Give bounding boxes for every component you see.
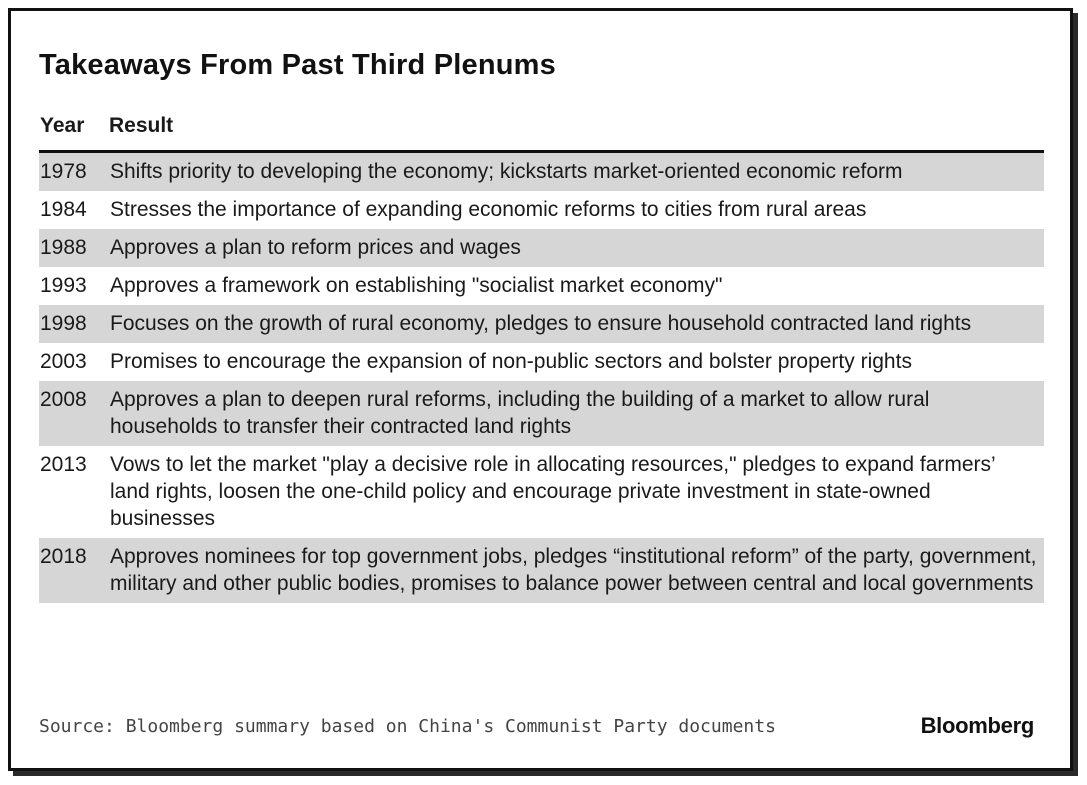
table-row (39, 538, 1044, 603)
row-year: 1984 (40, 198, 87, 221)
row-result: Promises to encourage the expansion of non-public sectors and bolster property rights (110, 350, 912, 373)
table-row (39, 191, 1044, 229)
table-row (39, 153, 1044, 191)
row-result: Focuses on the growth of rural economy, pledges to ensure household contracted land rights (110, 312, 972, 335)
row-result: Approves a plan to reform prices and wages (110, 236, 521, 259)
source-note: Source: Bloomberg summary based on China's Communist Party documents (39, 716, 776, 737)
row-year: 2008 (40, 388, 87, 411)
table-row (39, 305, 1044, 343)
table-row (39, 229, 1044, 267)
row-year: 2003 (40, 350, 87, 373)
table-row (39, 267, 1044, 305)
row-year: 1988 (40, 236, 87, 259)
table-row (39, 343, 1044, 381)
table-row (39, 381, 1044, 446)
row-result: Shifts priority to developing the economy; kickstarts market-oriented economic reform (110, 160, 903, 183)
header-result: Result (109, 114, 174, 137)
table-card (8, 8, 1073, 771)
row-year: 1993 (40, 274, 87, 297)
row-result: Approves a plan to deepen rural reforms, including the building of a market to allow rural households to transfer their contracted land rights (110, 388, 930, 438)
row-year: 1978 (40, 160, 87, 183)
table-row (39, 446, 1044, 538)
row-result: Vows to let the market "play a decisive role in allocating resources," pledges to expand farmers’ land rights, loosen the one-child policy and encourage private investment in state-owned businesses (110, 453, 995, 530)
row-result: Stresses the importance of expanding economic reforms to cities from rural areas (110, 198, 867, 221)
bloomberg-logo: Bloomberg (920, 713, 1034, 738)
row-year: 1998 (40, 312, 87, 335)
row-year: 2018 (40, 545, 87, 568)
header-year: Year (40, 114, 85, 137)
row-result: Approves nominees for top government jobs, pledges “institutional reform” of the party, government, military and other public bodies, promises to balance power between central and local governments (110, 545, 1037, 595)
row-result: Approves a framework on establishing "socialist market economy" (110, 274, 723, 297)
table-title: Takeaways From Past Third Plenums (39, 49, 556, 81)
table-header (39, 114, 1044, 153)
row-year: 2013 (40, 453, 87, 476)
table-body (39, 153, 1044, 603)
